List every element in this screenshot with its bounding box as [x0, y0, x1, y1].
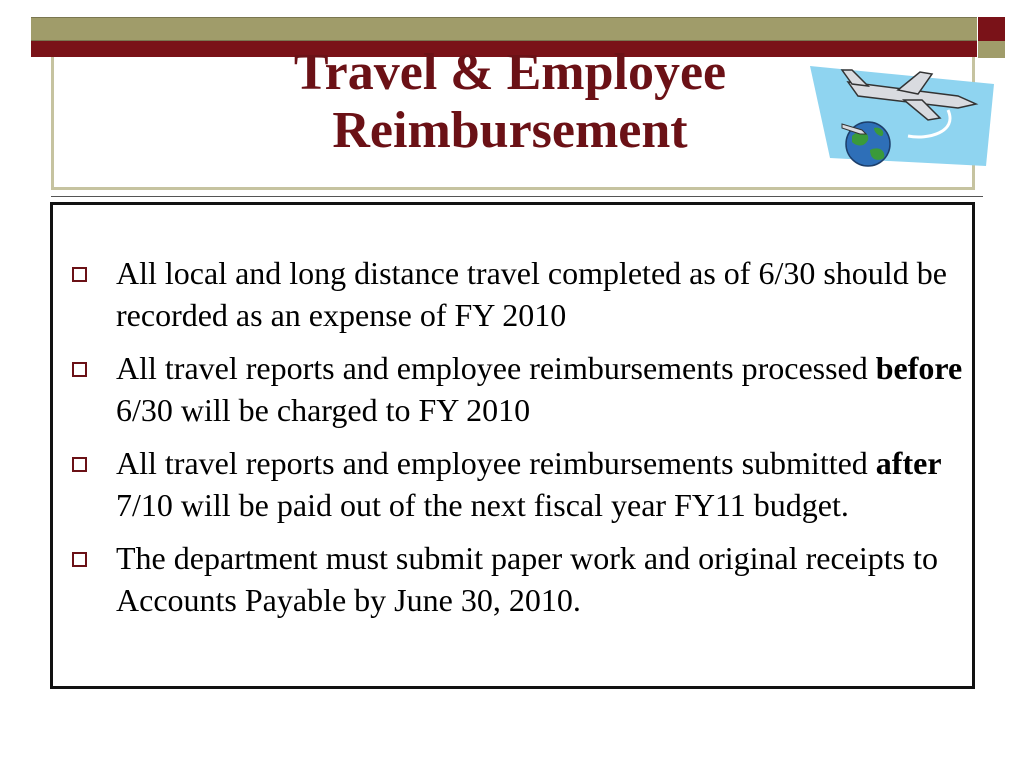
bullet-list: [53, 252, 972, 632]
bullet-item: [53, 442, 972, 526]
title-divider: [51, 196, 983, 197]
square-bullet-icon: [72, 457, 87, 472]
bullet-item: [53, 537, 972, 621]
content-box: [50, 202, 975, 689]
slide-title-line-1: Travel & Employee: [293, 44, 727, 101]
square-bullet-icon: [72, 362, 87, 377]
corner-olive-square: [978, 41, 1005, 58]
bullet-text: 6/30 will be charged to FY 2010: [116, 392, 531, 428]
slide-title-line-2: Reimbursement: [332, 102, 688, 159]
bullet-emphasis: after: [875, 445, 942, 481]
bullet-text: 7/10 will be paid out of the next fiscal year FY11 budget.: [116, 487, 849, 523]
bullet-text: The department must submit paper work and original receipts to Accounts Payable by June 30, 2010.: [116, 540, 938, 618]
bullet-item: [53, 347, 972, 431]
bullet-text: All travel reports and employee reimbursements submitted: [116, 445, 876, 481]
square-bullet-icon: [72, 552, 87, 567]
header-olive-band: [31, 17, 977, 41]
corner-red-square: [978, 17, 1005, 41]
bullet-emphasis: before: [875, 350, 963, 386]
bullet-item: [53, 252, 972, 336]
bullet-text: All local and long distance travel completed as of 6/30 should be recorded as an expense of FY 2010: [116, 255, 947, 333]
square-bullet-icon: [72, 267, 87, 282]
bullet-text: All travel reports and employee reimbursements processed: [116, 350, 876, 386]
airplane-globe-icon: [808, 62, 998, 172]
slide-title: [180, 44, 840, 160]
